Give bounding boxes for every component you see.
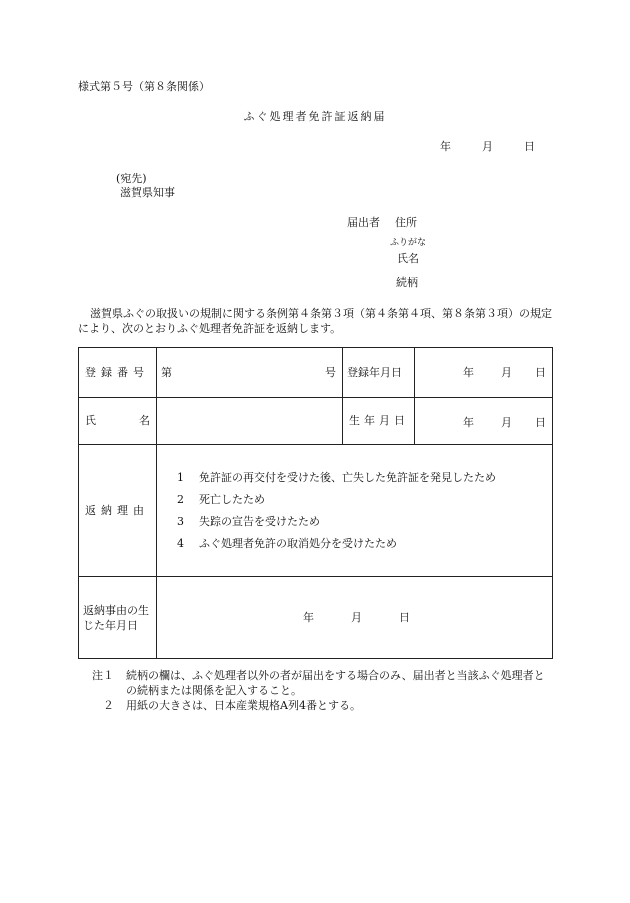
- note-item: [92, 668, 554, 698]
- reg-prefix: 第: [161, 366, 172, 379]
- note-text: 用紙の大きさは、日本産業規格A列4番とする。: [126, 699, 361, 712]
- name-label-cell: [79, 398, 157, 445]
- reason-label: 返納理由: [79, 445, 157, 577]
- form-title: ふぐ処理者免許証返納届: [243, 110, 387, 123]
- birth-date-field[interactable]: [415, 398, 553, 445]
- name-label: [79, 414, 156, 427]
- note-text: 続柄の欄は、ふぐ処理者以外の者が届出をする場合のみ、届出者と当該ふぐ処理者との続柄または関係を記入すること。: [126, 669, 545, 697]
- note-number: 注１: [92, 669, 114, 682]
- reason-text: 死亡したため: [199, 492, 265, 506]
- occurrence-year: 年: [303, 611, 314, 624]
- reason-text: 失踪の宣告を受けたため: [199, 515, 320, 528]
- applicant-name-label: 氏名: [397, 252, 419, 265]
- reg-number-label: 登録番号: [79, 348, 157, 398]
- occurrence-month: 月: [351, 611, 362, 624]
- birth-date-month: 月: [501, 416, 512, 429]
- reason-number: 4: [177, 537, 184, 551]
- reg-date-day: 日: [535, 366, 546, 379]
- declaration-text: 滋賀県ふぐの取扱いの規制に関する条例第４条第３項（第４条第４項、第８条第３項）の規定により、次のとおりふぐ処理者免許証を返納します。: [78, 307, 552, 335]
- reg-date-year: 年: [463, 366, 474, 379]
- table-row: [79, 398, 553, 445]
- reason-number: 3: [177, 515, 184, 528]
- reason-item[interactable]: [177, 515, 552, 528]
- birth-date-label: 生年月日: [343, 398, 415, 445]
- reason-number: 2: [177, 492, 184, 506]
- reg-date-month: 月: [501, 366, 512, 379]
- name-field[interactable]: [157, 398, 343, 445]
- occurrence-date-field[interactable]: [157, 577, 553, 659]
- reg-number-field[interactable]: [157, 348, 343, 398]
- reg-date-field[interactable]: [415, 348, 553, 398]
- table-row: [79, 348, 553, 398]
- reason-item[interactable]: [177, 493, 552, 506]
- relation-label: 続柄: [396, 276, 418, 289]
- addressee-label: (宛先): [116, 172, 147, 185]
- reason-text: 免許証の再交付を受けた後、亡失した免許証を発見したため: [199, 470, 496, 484]
- furigana-label: ふりがな: [390, 238, 427, 248]
- reason-number: 1: [177, 470, 184, 484]
- birth-date-year: 年: [463, 416, 474, 429]
- note-number: ２: [103, 699, 114, 712]
- occurrence-date-label: 返納事由の生じた年月日: [79, 577, 157, 659]
- applicant-address-label: 住所: [395, 216, 417, 229]
- reason-text: ふぐ処理者免許の取消処分を受けたため: [199, 537, 397, 551]
- applicant-label: 届出者: [347, 216, 380, 229]
- reason-item[interactable]: [177, 471, 552, 484]
- date-day: 日: [524, 140, 535, 153]
- submission-date: [440, 140, 535, 153]
- table-row: [79, 577, 553, 659]
- table-row: [79, 445, 553, 577]
- name-label-second: 名: [139, 414, 150, 428]
- reason-list: [157, 445, 553, 577]
- occurrence-day: 日: [399, 611, 410, 624]
- date-year: 年: [440, 140, 451, 153]
- reason-item[interactable]: [177, 537, 552, 550]
- reg-date-label: 登録年月日: [343, 348, 415, 398]
- note-item: [92, 698, 554, 713]
- birth-date-day: 日: [535, 416, 546, 429]
- reg-suffix: 号: [325, 366, 336, 379]
- name-label-first: 氏: [85, 414, 96, 428]
- notes: [92, 668, 554, 713]
- date-month: 月: [482, 140, 493, 153]
- addressee-name: 滋賀県知事: [120, 186, 175, 199]
- return-form-table: [78, 347, 553, 659]
- form-number: 様式第５号（第８条関係）: [78, 80, 210, 93]
